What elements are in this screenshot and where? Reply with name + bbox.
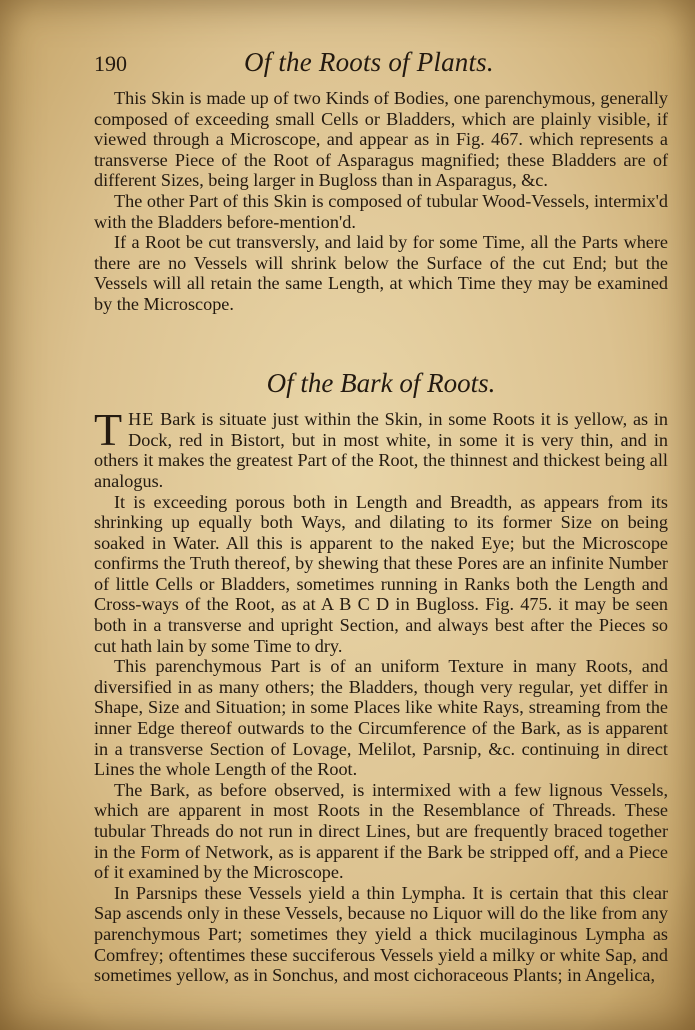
drop-cap-continuation: HE — [128, 409, 155, 430]
paragraph-bark-intro-text: Bark is situate just within the Skin, in some Roots it is yellow, as in Dock, red in Bistort, but in most white, in some it is very thin, and in others it makes the greatest Part of the Root, the thinnest and thickest being all analogus. — [94, 409, 668, 491]
paragraph-wood-vessels: The other Part of this Skin is composed of tubular Wood-Vessels, intermix'd with the Bladders before-mention'd. — [94, 190, 668, 232]
paragraph-parenchymous: This parenchymous Part is of an uniform Texture in many Roots, and diversified in as many others; the Bladders, though very regular, yet differ in Shape, Size and Situation; in some Places like white Rays, streaming from the inner Edge thereof outwards to the Circumference of the Bark, as is apparent in a transverse Section of Lovage, Melilot, Parsnip, &c. continuing in direct Lines the whole Length of the Root. — [94, 656, 668, 780]
drop-cap: T — [94, 404, 123, 456]
paragraph-bark-porous: It is exceeding porous both in Length and Breadth, as appears from its shrinking up equally both Ways, and dilating to its former Size on being soaked in Water. All this is apparent to the naked Eye; but the Microscope confirms the Truth thereof, by shewing that these Pores are an infinite Number of little Cells or Bladders, sometimes running in Ranks both the Length and Cross-ways of the Root, as at A B C D in Bugloss. Fig. 475. it may be seen both in a transverse and upright Section, and always best after the Pieces so cut hath lain by some Time to dry. — [94, 491, 668, 656]
paragraph-parsnips: In Parsnips these Vessels yield a thin Lympha. It is certain that this clear Sap ascends only in these Vessels, because no Liquor will do the like from any parenchymous Part; sometimes they yield a thick mucilaginous Lympha as Comfrey; oftentimes these succiferous Vessels yield a milky or white Sap, and sometimes yellow, as in Sonchus, and most cichoraceous Plants; in Angelica, — [94, 882, 668, 986]
paragraph-lignous-vessels: The Bark, as before observed, is intermixed with a few lignous Vessels, which are apparent in most Roots in the Resemblance of Threads. These tubular Threads do not run in direct Lines, but are frequently braced together in the Form of Network, as is apparent if the Bark be stripped off, and a Piece of it examined by the Microscope. — [94, 779, 668, 883]
paragraph-root-cut: If a Root be cut transversly, and laid by for some Time, all the Parts where there are no Vessels will shrink below the Surface of the cut End; but the Vessels will all retain the same Length, at which Time they may be examined by the Microscope. — [94, 232, 668, 314]
paragraph-bark-intro — [94, 404, 668, 491]
page-header — [94, 47, 668, 88]
page-number: 190 — [94, 51, 127, 76]
page-text — [94, 47, 668, 986]
paragraph-skin-bodies: This Skin is made up of two Kinds of Bodies, one parenchymous, generally composed of exceeding small Cells or Bladders, which are plainly visible, if viewed through a Microscope, and appear as in Fig. 467. which represents a transverse Piece of the Root of Asparagus magnified; these Bladders are of different Sizes, being larger in Bugloss than in Asparagus, &c. — [94, 88, 668, 191]
running-title: Of the Roots of Plants. — [244, 47, 494, 77]
section-title: Of the Bark of Roots. — [266, 367, 496, 398]
